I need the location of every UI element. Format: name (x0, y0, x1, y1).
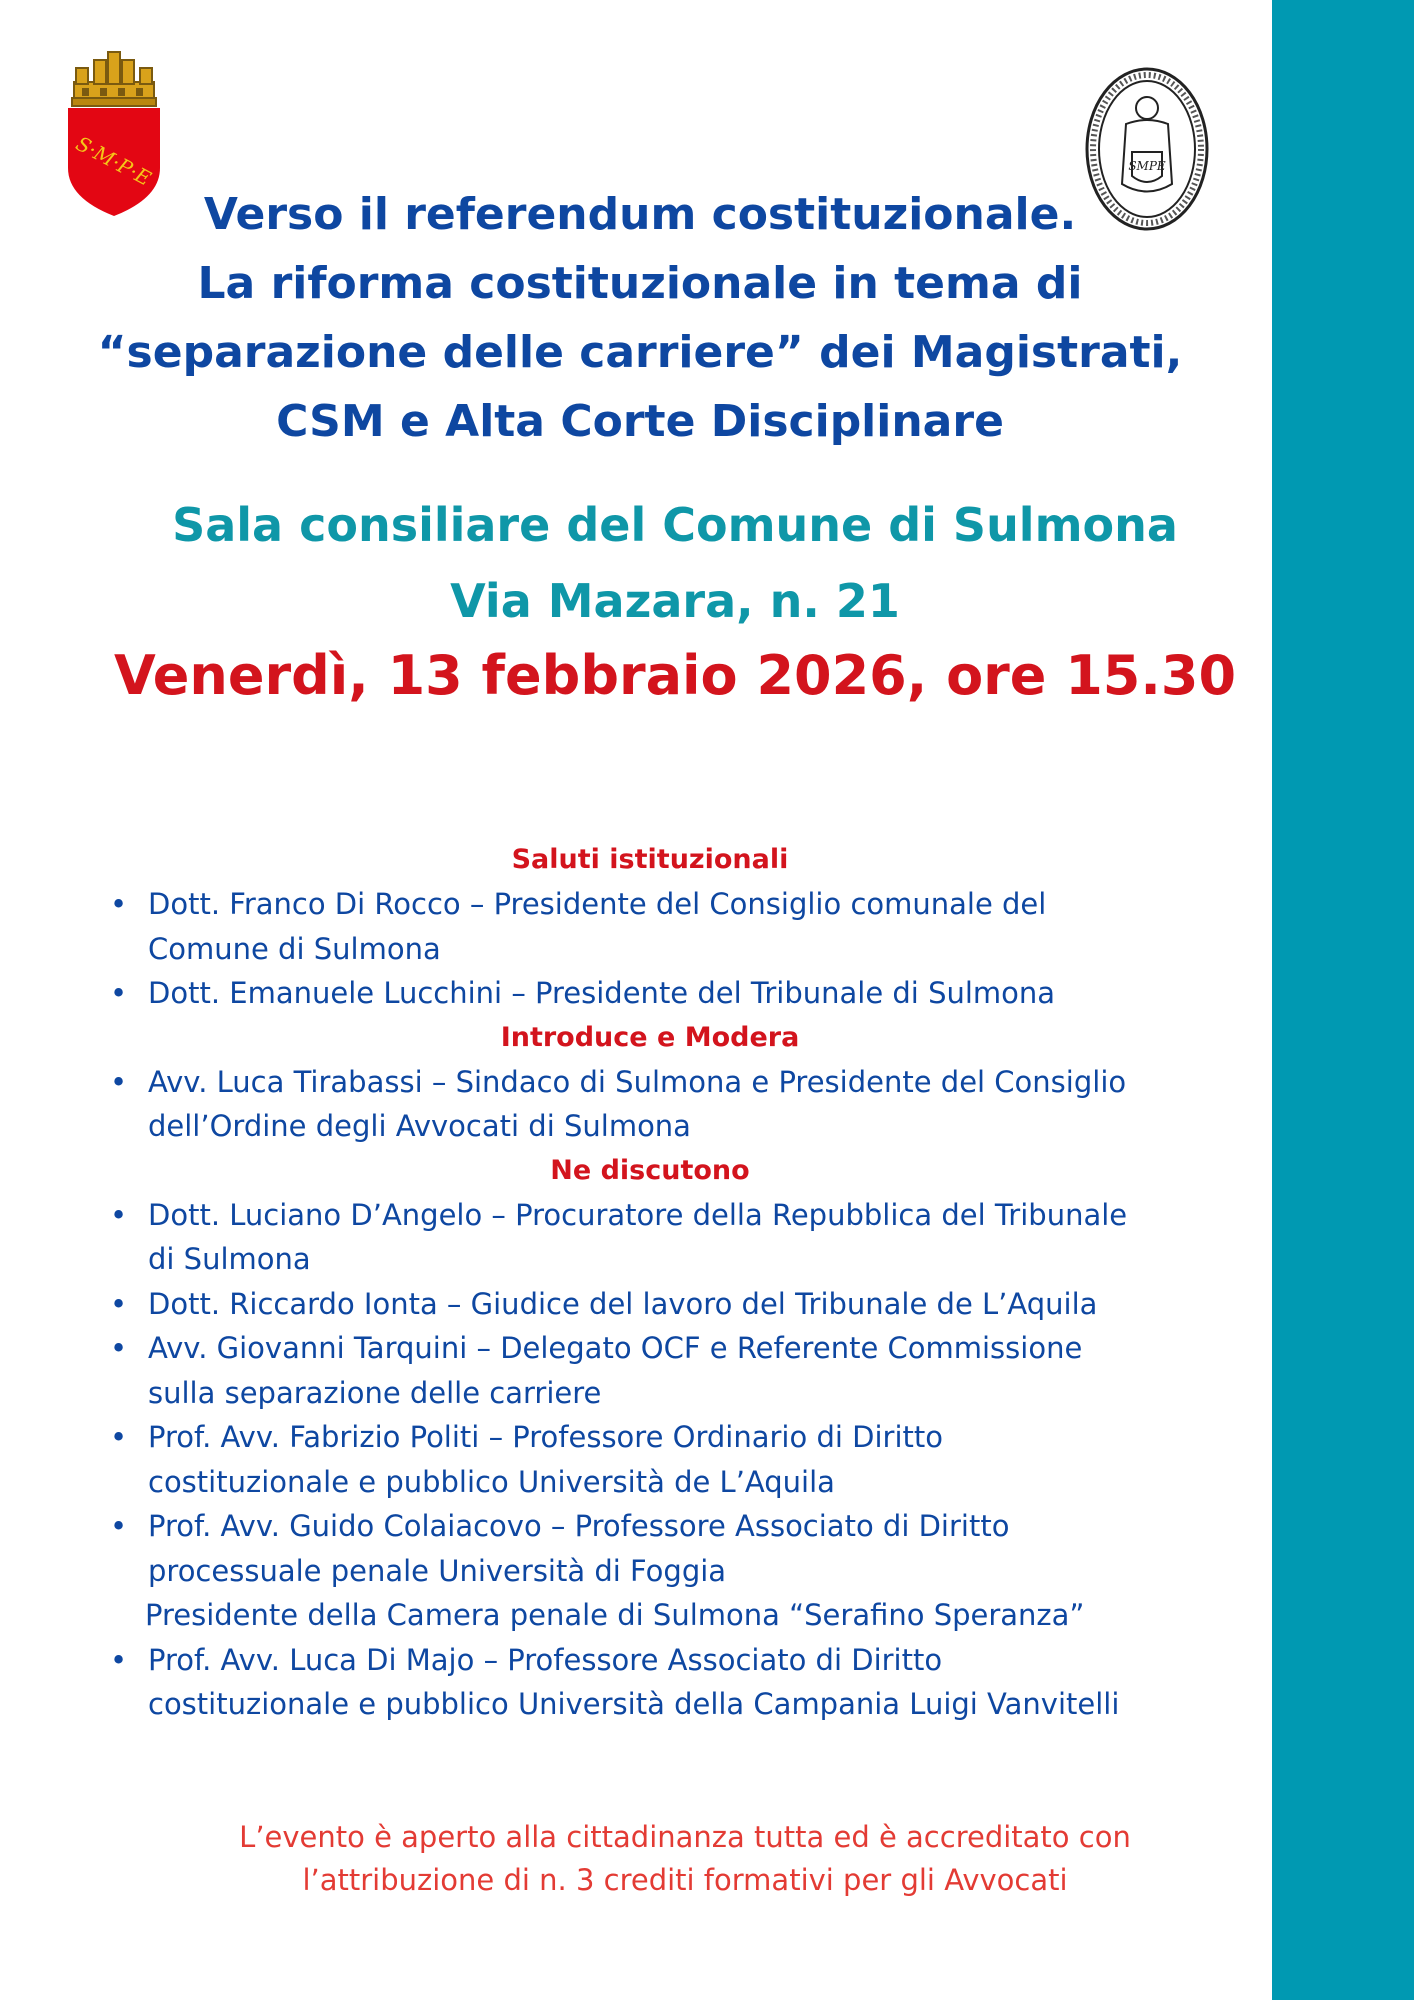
speaker-list (110, 1193, 1260, 1594)
venue-address: Via Mazara, n. 21 (450, 574, 900, 628)
speaker-line: processuale penale Università di Foggia (148, 1553, 727, 1588)
speaker-item (110, 1415, 1260, 1504)
speaker-item (110, 1504, 1260, 1593)
venue-name: Sala consiliare del Comune di Sulmona (172, 498, 1178, 552)
speaker-line: • Dott. Luciano D’Angelo – Procuratore della Repubblica del Tribunale (148, 1197, 1128, 1232)
section-title: Saluti istituzionali (511, 844, 789, 875)
speaker-item (110, 1326, 1260, 1415)
speaker-line: di Sulmona (148, 1242, 311, 1276)
program (110, 838, 1260, 1727)
speaker-list (110, 1638, 1260, 1727)
speaker-item (110, 882, 1260, 971)
speaker-line: • Dott. Franco Di Rocco – Presidente del Consiglio comunale del (148, 887, 1047, 921)
section-title: Ne discutono (550, 1154, 750, 1186)
speaker-line: dell’Ordine degli Avvocati di Sulmona (148, 1109, 691, 1143)
footer-line: l’attribuzione di n. 3 crediti formativi per gli Avvocati (302, 1863, 1068, 1897)
speaker-line: • Dott. Riccardo Ionta – Giudice del lavoro del Tribunale de L’Aquila (148, 1286, 1098, 1321)
speaker-line: • Avv. Luca Tirabassi – Sindaco di Sulmona e Presidente del Consiglio (148, 1064, 1127, 1099)
seal-monogram: SMPE (1128, 159, 1166, 173)
speaker-item (110, 1638, 1260, 1727)
speaker-line: • Prof. Avv. Fabrizio Politi – Professore Ordinario di Diritto (148, 1420, 943, 1454)
footer-note (60, 1816, 1310, 1902)
speaker-list (110, 882, 1260, 1016)
speaker-item (110, 1282, 1260, 1327)
speaker-item (110, 1193, 1260, 1282)
right-color-band (1272, 0, 1414, 2000)
footer-line: L’evento è aperto alla cittadinanza tutta ed è accreditato con (239, 1820, 1131, 1854)
crown-icon (72, 52, 156, 106)
speaker-line: • Dott. Emanuele Lucchini – Presidente del Tribunale di Sulmona (148, 976, 1056, 1010)
speaker-line: • Prof. Avv. Luca Di Majo – Professore Associato di Diritto (148, 1642, 943, 1677)
crest-monogram: S·M·P·E (71, 131, 156, 191)
speaker-line: • Avv. Giovanni Tarquini – Delegato OCF e Referente Commissione (148, 1331, 1083, 1365)
speaker-line: Comune di Sulmona (148, 931, 441, 966)
speaker-item (110, 971, 1260, 1016)
title-line: CSM e Alta Corte Disciplinare (276, 396, 1004, 447)
speaker-list (110, 1060, 1260, 1149)
title-line: La riforma costituzionale in tema di (197, 258, 1083, 309)
speaker-line: costituzionale e pubblico Università de L’Aquila (148, 1464, 835, 1499)
section-title: Introduce e Modera (500, 1021, 800, 1053)
event-title (30, 180, 1250, 456)
speaker-extra-line: Presidente della Camera penale di Sulmona “Serafino Speranza” (145, 1598, 1085, 1632)
speaker-line: sulla separazione delle carriere (148, 1375, 602, 1410)
title-line: “separazione delle carriere” dei Magistrati, (97, 327, 1183, 378)
speaker-line: • Prof. Avv. Guido Colaiacovo – Professore Associato di Diritto (148, 1509, 1010, 1543)
event-datetime: Venerdì, 13 febbraio 2026, ore 15.30 (113, 644, 1237, 707)
title-line: Verso il referendum costituzionale. (203, 189, 1077, 240)
speaker-item (110, 1060, 1260, 1149)
speaker-line: costituzionale e pubblico Università della Campania Luigi Vanvitelli (148, 1687, 1120, 1721)
